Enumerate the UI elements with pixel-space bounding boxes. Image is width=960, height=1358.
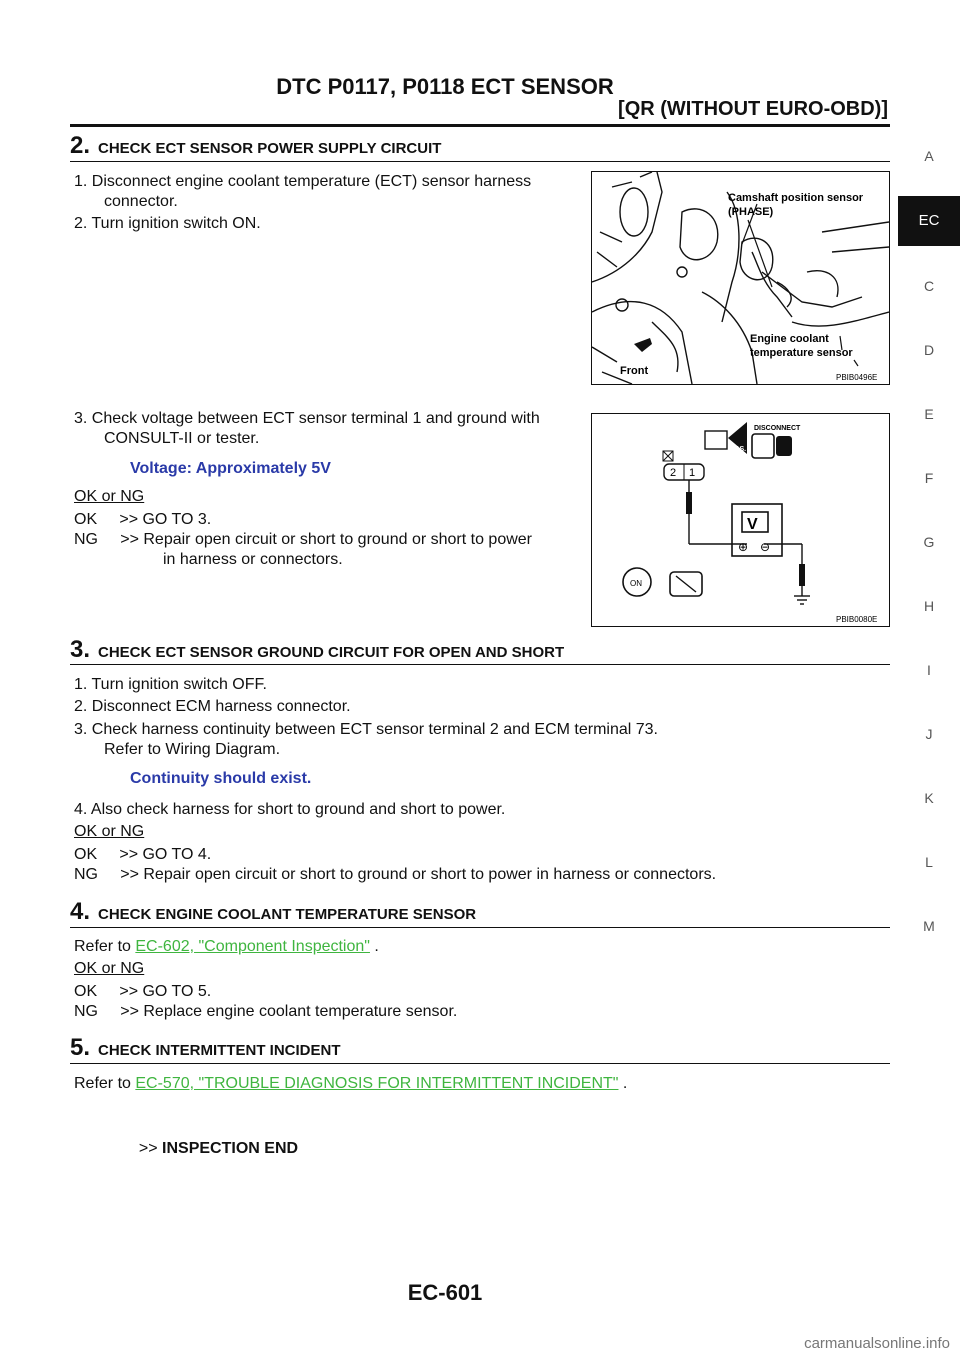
step-5-end-prefix: >>	[138, 1140, 163, 1157]
side-tab-ec[interactable]: EC	[898, 196, 960, 246]
step-3-item-3: 3. Check harness continuity between ECT sensor terminal 2 and ECM terminal 73.	[74, 721, 658, 738]
step-3-item-4: 4. Also check harness for short to ground and short to power.	[74, 801, 506, 818]
step-2-item-1: 1. Disconnect engine coolant temperature (ECT) sensor harness	[74, 173, 532, 190]
step-5-title: CHECK INTERMITTENT INCIDENT	[98, 1042, 341, 1059]
side-tab-h[interactable]: H	[923, 598, 935, 614]
voltmeter-icon	[732, 504, 782, 556]
side-tab-j[interactable]: J	[925, 726, 933, 742]
step-3-item-1: 1. Turn ignition switch OFF.	[74, 676, 267, 693]
fig2-terminal-2: 2	[670, 467, 677, 479]
step-5-refer	[74, 1074, 627, 1094]
step-2-item-3: 3. Check voltage between ECT sensor terminal 1 and ground with	[74, 410, 540, 427]
fig1-label-ect1: Engine coolant	[750, 333, 829, 345]
step-5-refer-suffix: .	[618, 1075, 628, 1092]
step-4-refer-suffix: .	[369, 938, 379, 955]
page-number: EC-601	[407, 1280, 483, 1305]
step-2-spec: Voltage: Approximately 5V	[130, 460, 331, 477]
step-3-spec: Continuity should exist.	[130, 770, 312, 787]
step-3-item-3-cont: Refer to Wiring Diagram.	[104, 741, 281, 758]
inspection-end-label: INSPECTION END	[162, 1140, 299, 1157]
header-rule	[70, 124, 890, 127]
step-3-ok-or-ng: OK or NG	[74, 823, 145, 840]
step-4-ok: OK >> GO TO 5.	[74, 983, 212, 1000]
step-2-item-1-cont: connector.	[104, 193, 178, 210]
side-tab-c[interactable]: C	[923, 278, 935, 294]
fig1-label-cam2: (PHASE)	[728, 206, 774, 218]
intermittent-incident-link[interactable]: EC-570, "TROUBLE DIAGNOSIS FOR INTERMITTENT INCIDENT"	[135, 1075, 619, 1092]
step-4-number: 4.	[70, 898, 91, 925]
watermark: carmanualsonline.info	[804, 1335, 950, 1352]
step-4-refer	[74, 937, 379, 957]
side-tab-g[interactable]: G	[923, 534, 935, 550]
step-2-rule	[70, 161, 890, 162]
step-4-refer-prefix: Refer to	[74, 938, 136, 955]
fig1-label-front: Front	[620, 365, 649, 377]
side-tab-i[interactable]: I	[927, 662, 931, 678]
step-5-heading	[70, 1034, 341, 1062]
side-tab-a[interactable]: A	[924, 148, 934, 164]
fig2-meter-label: V	[747, 516, 758, 533]
disconnect-icon	[705, 422, 801, 458]
side-tab-d[interactable]: D	[923, 342, 935, 358]
fig2-disconnect-label: DISCONNECT	[754, 425, 801, 432]
fig1-id: PBIB0496E	[836, 373, 878, 382]
fig1-label-cam1: Camshaft position sensor	[728, 192, 864, 204]
fig2-minus: ⊖	[760, 540, 771, 554]
step-4-rule	[70, 927, 890, 928]
figure-sensor-location	[591, 171, 890, 385]
step-3-title: CHECK ECT SENSOR GROUND CIRCUIT FOR OPEN AND SHORT	[98, 644, 565, 661]
step-5-end	[130, 1119, 298, 1159]
step-3-ok: OK >> GO TO 4.	[74, 846, 212, 863]
fig2-terminal-1: 1	[689, 467, 696, 479]
step-5-rule	[70, 1063, 890, 1064]
step-2-heading	[70, 132, 441, 160]
step-3-item-2: 2. Disconnect ECM harness connector.	[74, 698, 351, 715]
sensor-location-drawing	[592, 172, 889, 384]
ect-connector-icon	[663, 451, 704, 480]
side-tab-l[interactable]: L	[925, 854, 933, 870]
side-tab-f[interactable]: F	[924, 470, 934, 486]
step-3-ng: NG >> Repair open circuit or short to ground or short to power in harness or connectors.	[74, 866, 717, 883]
fig2-plus: ⊕	[738, 540, 749, 554]
side-tab-m[interactable]: M	[923, 918, 935, 934]
figure-voltage-check	[591, 413, 890, 627]
step-4-ng: NG >> Replace engine coolant temperature sensor.	[74, 1003, 458, 1020]
step-4-title: CHECK ENGINE COOLANT TEMPERATURE SENSOR	[98, 906, 477, 923]
step-5-number: 5.	[70, 1034, 91, 1061]
ground-icon	[794, 586, 810, 604]
page-subtitle: [QR (WITHOUT EURO-OBD)]	[618, 98, 888, 120]
ignition-switch-icon	[623, 568, 651, 596]
step-2-ok-or-ng: OK or NG	[74, 488, 145, 505]
step-2-number: 2.	[70, 132, 91, 159]
step-2-ok: OK >> GO TO 3.	[74, 511, 212, 528]
step-5-refer-prefix: Refer to	[74, 1075, 136, 1092]
step-2-title: CHECK ECT SENSOR POWER SUPPLY CIRCUIT	[98, 140, 442, 157]
step-2-item-3-cont: CONSULT-II or tester.	[104, 430, 260, 447]
step-4-ok-or-ng: OK or NG	[74, 960, 145, 977]
step-3-rule	[70, 664, 890, 665]
step-4-heading	[70, 898, 476, 926]
step-3-heading	[70, 636, 564, 664]
engine-icon	[670, 572, 702, 596]
step-2-ng: NG >> Repair open circuit or short to ground or short to power	[74, 531, 532, 548]
fig2-ts-label: T.S.	[734, 446, 747, 453]
component-inspection-link[interactable]: EC-602, "Component Inspection"	[135, 938, 370, 955]
fig2-on-label: ON	[630, 579, 642, 588]
step-2-item-2: 2. Turn ignition switch ON.	[74, 215, 261, 232]
page-title: DTC P0117, P0118 ECT SENSOR	[276, 74, 614, 99]
voltage-check-drawing	[592, 414, 889, 626]
step-3-number: 3.	[70, 636, 91, 663]
step-2-ng-cont: in harness or connectors.	[163, 551, 343, 568]
fig1-label-ect2: temperature sensor	[750, 347, 853, 359]
side-tab-k[interactable]: K	[924, 790, 934, 806]
fig2-id: PBIB0080E	[836, 615, 878, 624]
side-tab-e[interactable]: E	[924, 406, 934, 422]
